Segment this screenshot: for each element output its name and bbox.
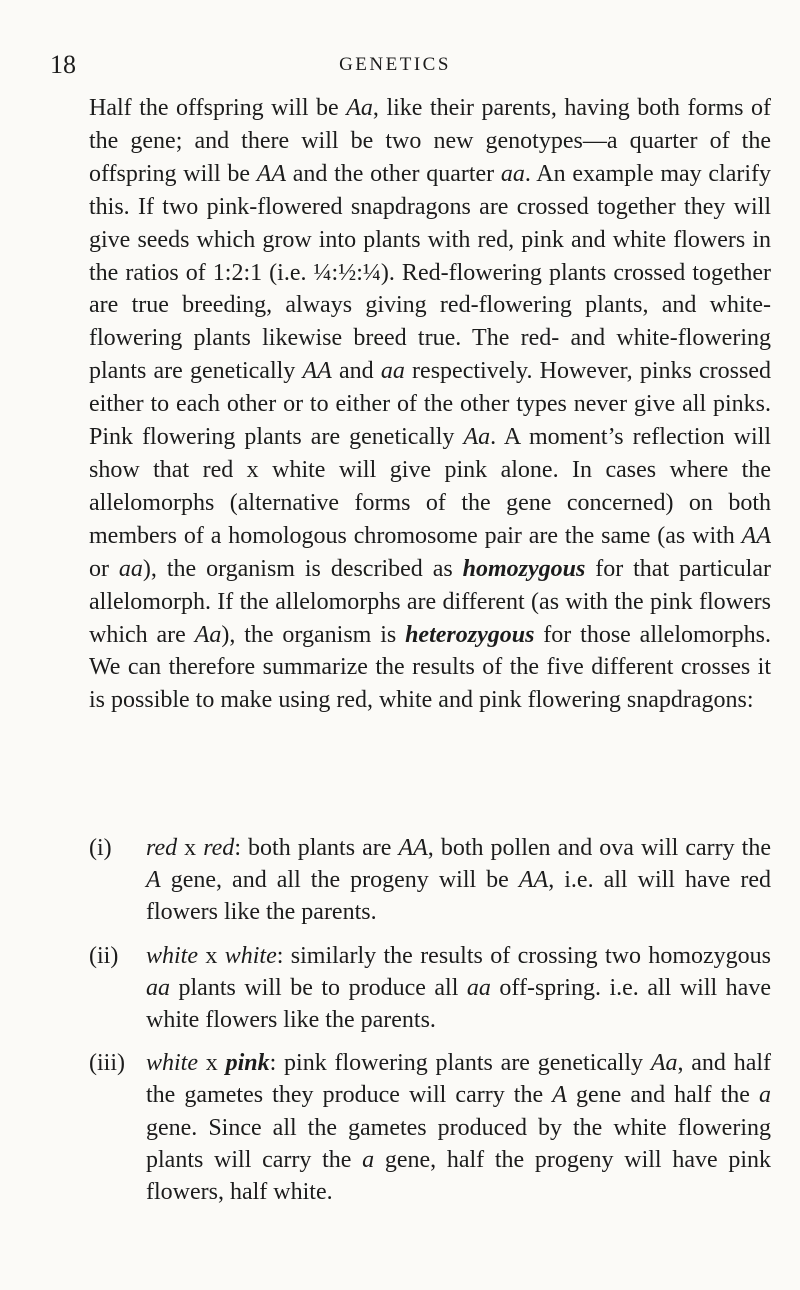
crosses-list	[89, 832, 771, 1219]
list-item-number: (iii)	[89, 1050, 125, 1077]
list-item: (ii) white x white: similarly the results of crossing two homozygous aa plants will be to produce all aa off-spring. i.e. all will have white flowers like the parents.	[89, 940, 771, 1037]
list-item-number: (i)	[89, 835, 112, 861]
term-homozygous: homozygous	[462, 555, 586, 582]
term-heterozygous: heterozygous	[405, 621, 535, 648]
list-item: (i) red x red: both plants are AA, both pollen and ova will carry the A gene, and all the progeny will be AA, i.e. all will have red flowers like the parents.	[89, 832, 771, 929]
paragraph-text: Half the offspring will be Aa, like their parents, having both forms of the gene; and there will be two new genotypes—a quarter of the offspring will be AA and the other quarter aa. An example may clarify this. If two pink-flowered snapdragons are crossed together they will give seeds which grow into plants with red, pink and white flowers in the ratios of 1:2:1 (i.e. ¼:½:¼). Red-flowering plants crossed together are true breeding, always giving red-flowering plants, and white-flowering plants likewise breed true. The red- and white-flowering plants are genetically AA and aa respectively. However, pinks crossed either to each other or to either of the other types never give all pinks. Pink flowering plants are genetically Aa. A moment’s reflection will show that red x white will give pink alone. In cases where the allelomorphs (alternative forms of the gene concerned) on both members of a homologous chromosome pair are the same (as with AA or aa), the organism is described as homozygous for that particular allelomorph. If the allelomorphs are different (as with the pink flowers which are Aa), the organism is heterozygous for those allelomorphs. We can therefore summarize the results of the five different crosses it is possible to make using red, white and pink flowering snapdragons:	[89, 95, 772, 714]
list-item-number: (ii)	[89, 942, 119, 969]
running-head: GENETICS	[339, 54, 451, 75]
body-paragraph	[89, 92, 771, 717]
page-number: 18	[50, 50, 76, 79]
list-item: (iii) white x pink: pink flowering plants are genetically Aa, and half the gametes they produce will carry the A gene and half the a gene. Since all the gametes produced by the white flowering plants will carry the a gene, half the progeny will have pink flowers, half white.	[89, 1047, 771, 1208]
page-header	[50, 50, 740, 80]
